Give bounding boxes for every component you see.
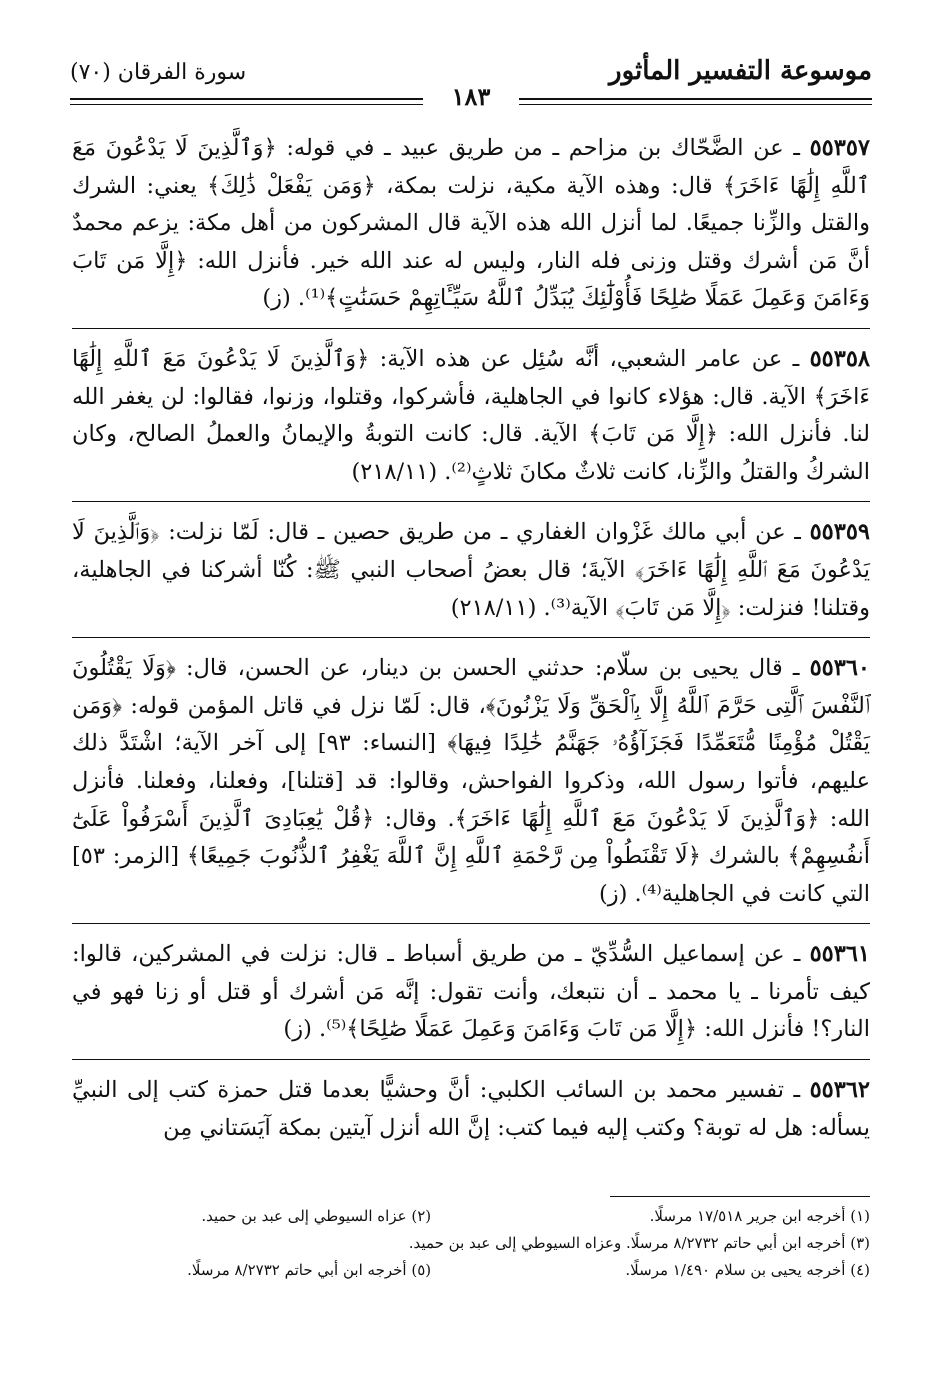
footnote-4: (٤) أخرجه يحيى بن سلام ١/٤٩٠ مرسلًا.: [625, 1261, 870, 1279]
entry-text: ـ عن الضَّحّاك بن مزاحم ـ من طريق عبيد ـ في قوله: ﴿وَٱلَّذِينَ لَا يَدْعُونَ مَعَ ٱللَّهِ إِلَٰهًا ءَاخَرَ﴾ قال: وهذه الآية مكية، نزلت بمكة، ﴿وَمَن يَفْعَلْ ذَٰلِكَ﴾ يعني: الشرك والقتل والزِّنا جميعًا. لما أنزل الله هذه الآية قال المشركون من أهل مكة: يزعم محمدٌ أنَّ مَن أشرك وقتل وزنى فله النار، وليس له عند الله خير. فأنزل الله: ﴿إِلَّا مَن تَابَ وَءَامَنَ وَعَمِلَ عَمَلًا صَٰلِحًا فَأُوْلَٰٓئِكَ يُبَدِّلُ ٱللَّهُ سَيِّـَٔاتِهِمْ حَسَنَٰتٍ﴾⁽¹⁾. (ز): [72, 135, 870, 312]
entry-text: ـ عن إسماعيل السُّدِّيّ ـ من طريق أسباط ـ قال: نزلت في المشركين، قالوا: كيف تأمرنا ـ يا محمد ـ أن نتبعك، وأنت تقول: إنَّه مَن أشرك أو قتل أو زنا فهو في النار؟! فأنزل الله: ﴿إِلَّا مَن تَابَ وَءَامَنَ وَعَمِلَ عَمَلًا صَٰلِحًا﴾⁽⁵⁾. (ز): [72, 941, 870, 1043]
entry-6: [72, 1070, 870, 1157]
footnote-3: (٣) أخرجه ابن أبي حاتم ٨/٢٧٣٢ مرسلًا. وعزاه السيوطي إلى عبد بن حميد.: [408, 1234, 870, 1252]
page-header: [70, 52, 872, 110]
footnote-5: (٥) أخرجه ابن أبي حاتم ٨/٢٧٣٢ مرسلًا.: [187, 1261, 432, 1279]
entry-5: [72, 934, 870, 1060]
header-rule-left: [70, 98, 423, 105]
entry-text: ـ قال يحيى بن سلّام: حدثني الحسن بن دينار، عن الحسن، قال: ﴿وَلَا يَقْتُلُونَ ٱلنَّفْسَ ٱلَّتِى حَرَّمَ ٱللَّهُ إِلَّا بِٱلْحَقِّ وَلَا يَزْنُونَ﴾، قال: لَمّا نزل في قاتل المؤمن قوله: ﴿وَمَن يَقْتُلْ مُؤْمِنًا مُّتَعَمِّدًا فَجَزَآؤُهُۥ جَهَنَّمُ خَٰلِدًا فِيهَا﴾ [النساء: ٩٣] إلى آخر الآية؛ اشْتَدَّ ذلك عليهم، فأتوا رسول الله، وذكروا الفواحش، وقالوا: قد [قتلنا]، وفعلنا، وفعلنا. فأنزل الله: ﴿وَٱلَّذِينَ لَا يَدْعُونَ مَعَ ٱللَّهِ إِلَٰهًا ءَاخَرَ﴾. وقال: ﴿قُلْ يَٰعِبَادِىَ ٱلَّذِينَ أَسْرَفُواْ عَلَىٰٓ أَنفُسِهِمْ﴾ بالشرك ﴿لَا تَقْنَطُواْ مِن رَّحْمَةِ ٱللَّهِ إِنَّ ٱللَّهَ يَغْفِرُ ٱلذُّنُوبَ جَمِيعًا﴾ [الزمر: ٥٣] التي كانت في الجاهلية⁽⁴⁾. (ز): [72, 655, 870, 907]
entry-number: ٥٥٣٦٢: [809, 1077, 871, 1104]
entry-text: ـ عن عامر الشعبي، أنَّه سُئِل عن هذه الآية: ﴿وَٱلَّذِينَ لَا يَدْعُونَ مَعَ ٱللَّهِ إِلَٰهًا ءَاخَرَ﴾ الآية. قال: هؤلاء كانوا في الجاهلية، فأشركوا، وقتلوا، وزنوا، فقالوا: لن يغفر الله لنا. فأنزل الله: ﴿إِلَّا مَن تَابَ﴾ الآية. قال: كانت التوبةُ والإيمانُ والعملُ الصالح، وكان الشركُ والقتلُ والزِّنا، كانت ثلاثٌ مكانَ ثلاثٍ⁽²⁾. (٢١٨/١١): [72, 345, 870, 485]
footnote-row: [72, 1230, 870, 1257]
footnote-row: [72, 1257, 870, 1284]
entry-text: ـ تفسير محمد بن السائب الكلبي: أنَّ وحشيًّا بعدما قتل حمزة كتب إلى النبيِّ يسأله: هل له توبة؟ وكتب إليه فيما كتب: إنَّ الله أنزل آيتين بمكة آيَسَتاني مِن: [72, 1077, 870, 1141]
page-number-bar: [70, 82, 872, 112]
footnote-row: [72, 1203, 870, 1230]
book-title: موسوعة التفسير المأثور: [609, 56, 872, 86]
entry-3: [72, 512, 870, 638]
footnote-2: (٢) عزاه السيوطي إلى عبد بن حميد.: [201, 1207, 432, 1225]
entry-number: ٥٥٣٥٧: [809, 135, 870, 161]
entry-number: ٥٥٣٦١: [809, 941, 870, 968]
entry-number: ٥٥٣٦٠: [809, 655, 871, 682]
footnotes: [72, 1196, 870, 1284]
entry-number: ٥٥٣٥٨: [809, 345, 870, 372]
entry-4: [72, 648, 870, 924]
entry-text: ـ عن أبي مالك غَزْوان الغفاري ـ من طريق حصين ـ قال: لَمّا نزلت: ﴿وَٱلَّذِينَ لَا يَدْعُونَ مَعَ ٱللَّهِ إِلَٰهًا ءَاخَرَ﴾ الآيةَ؛ قال بعضُ أصحاب النبي ﷺ: كُنّا أشركنا في الجاهلية، وقتلنا! فنزلت: ﴿إِلَّا مَن تَابَ﴾ الآية⁽³⁾. (٢١٨/١١): [72, 519, 870, 621]
surah-label: سورة الفرقان (٧٠): [70, 60, 247, 85]
page-number: ١٨٣: [451, 82, 491, 111]
footnote-1: (١) أخرجه ابن جرير ١٧/٥١٨ مرسلًا.: [649, 1207, 870, 1225]
footnote-separator: [610, 1196, 870, 1197]
header-rule-right: [519, 98, 872, 105]
entry-1: [72, 128, 870, 329]
entry-2: [72, 339, 870, 502]
main-text: [72, 128, 870, 1167]
entry-number: ٥٥٣٥٩: [809, 519, 871, 546]
